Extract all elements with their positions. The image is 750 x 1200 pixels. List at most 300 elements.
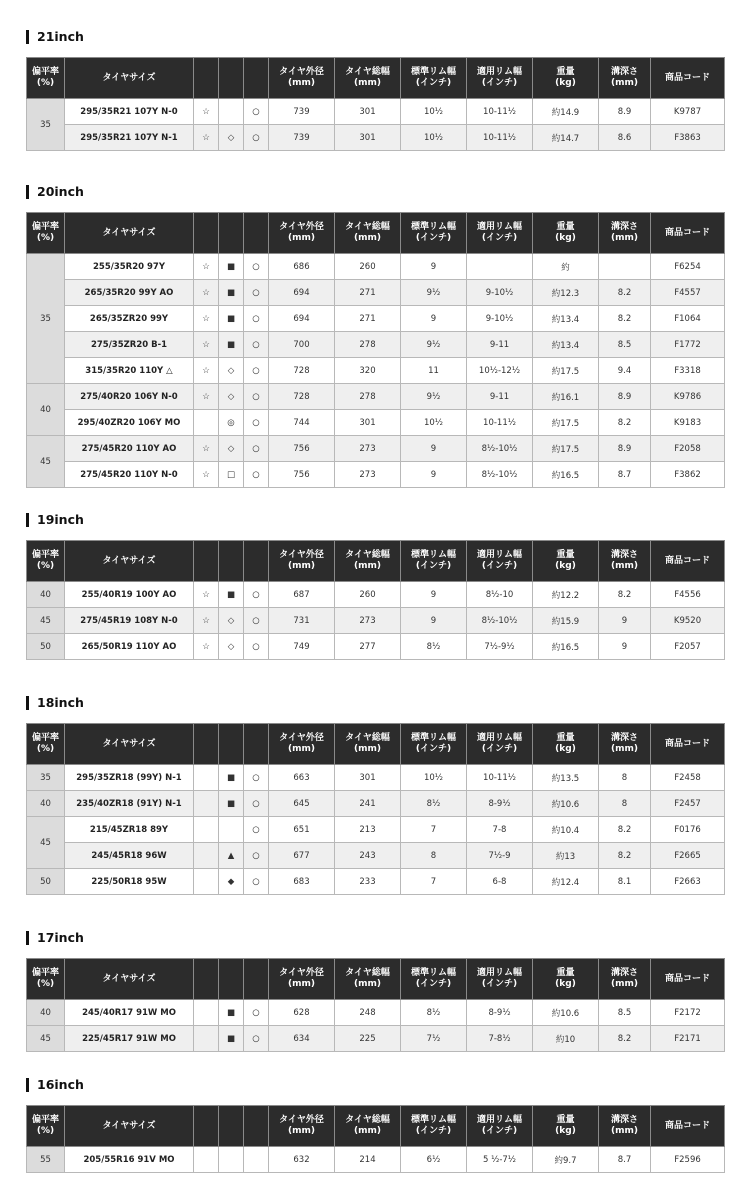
- cell-std-rim: 9: [401, 254, 467, 280]
- cell-mark-3: ○: [244, 332, 269, 358]
- cell-weight: 約13.4: [533, 306, 599, 332]
- header-outer-diameter: タイヤ外径 (mm): [269, 1106, 335, 1147]
- table-row: [27, 410, 725, 436]
- header-mark-2: [219, 213, 244, 254]
- cell-groove-depth: 8: [599, 791, 651, 817]
- cell-outer-diameter: 744: [269, 410, 335, 436]
- cell-mark-1: [194, 1000, 219, 1026]
- section-title: 20inch: [26, 185, 84, 199]
- cell-mark-3: ○: [244, 254, 269, 280]
- cell-weight: 約12.3: [533, 280, 599, 306]
- cell-outer-diameter: 632: [269, 1147, 335, 1173]
- cell-std-rim: 8½: [401, 791, 467, 817]
- header-product-code: 商品コード: [651, 1106, 725, 1147]
- cell-outer-diameter: 683: [269, 869, 335, 895]
- cell-outer-diameter: 739: [269, 125, 335, 151]
- cell-applicable-rim: 8½-10½: [467, 462, 533, 488]
- cell-groove-depth: 8.6: [599, 125, 651, 151]
- cell-total-width: 260: [335, 582, 401, 608]
- table-row: [27, 280, 725, 306]
- cell-std-rim: 7: [401, 869, 467, 895]
- cell-applicable-rim: 5 ½-7½: [467, 1147, 533, 1173]
- cell-weight: 約10.4: [533, 817, 599, 843]
- cell-std-rim: 8½: [401, 1000, 467, 1026]
- cell-mark-2: ◇: [219, 384, 244, 410]
- cell-weight: 約17.5: [533, 358, 599, 384]
- header-outer-diameter: タイヤ外径 (mm): [269, 959, 335, 1000]
- header-mark-3: [244, 213, 269, 254]
- cell-aspect-ratio: 40: [27, 384, 65, 436]
- header-mark-1: [194, 959, 219, 1000]
- cell-total-width: 278: [335, 384, 401, 410]
- table-row: [27, 462, 725, 488]
- header-std-rim: 標準リム幅 (インチ): [401, 58, 467, 99]
- cell-std-rim: 10½: [401, 410, 467, 436]
- cell-total-width: 241: [335, 791, 401, 817]
- cell-tire-size: 295/35R21 107Y N-0: [65, 99, 194, 125]
- header-mark-2: [219, 959, 244, 1000]
- cell-mark-2: ■: [219, 1000, 244, 1026]
- cell-weight: 約17.5: [533, 436, 599, 462]
- cell-tire-size: 235/40ZR18 (91Y) N-1: [65, 791, 194, 817]
- cell-applicable-rim: 10-11½: [467, 125, 533, 151]
- table-row: [27, 1026, 725, 1052]
- cell-applicable-rim: 7½-9½: [467, 634, 533, 660]
- cell-mark-3: ○: [244, 462, 269, 488]
- header-total-width: タイヤ総幅 (mm): [335, 541, 401, 582]
- table-row: [27, 99, 725, 125]
- cell-mark-3: ○: [244, 869, 269, 895]
- cell-tire-size: 275/40R20 106Y N-0: [65, 384, 194, 410]
- cell-mark-2: ◆: [219, 869, 244, 895]
- table-row: [27, 306, 725, 332]
- cell-applicable-rim: 7½-9: [467, 843, 533, 869]
- cell-outer-diameter: 700: [269, 332, 335, 358]
- cell-total-width: 320: [335, 358, 401, 384]
- cell-weight: 約14.7: [533, 125, 599, 151]
- table-header-row: [27, 213, 725, 254]
- header-weight: 重量 (kg): [533, 541, 599, 582]
- cell-product-code: F0176: [651, 817, 725, 843]
- table-row: [27, 436, 725, 462]
- cell-groove-depth: 8.5: [599, 1000, 651, 1026]
- cell-total-width: 277: [335, 634, 401, 660]
- table-row: [27, 254, 725, 280]
- cell-mark-1: ☆: [194, 99, 219, 125]
- cell-tire-size: 255/40R19 100Y AO: [65, 582, 194, 608]
- header-tire-size: タイヤサイズ: [65, 1106, 194, 1147]
- cell-mark-1: [194, 817, 219, 843]
- cell-groove-depth: 8.2: [599, 410, 651, 436]
- table-row: [27, 791, 725, 817]
- cell-total-width: 301: [335, 410, 401, 436]
- cell-groove-depth: [599, 254, 651, 280]
- table-row: [27, 125, 725, 151]
- header-product-code: 商品コード: [651, 959, 725, 1000]
- cell-product-code: F3863: [651, 125, 725, 151]
- cell-std-rim: 9½: [401, 384, 467, 410]
- cell-aspect-ratio: 45: [27, 817, 65, 869]
- cell-mark-2: □: [219, 462, 244, 488]
- cell-std-rim: 9: [401, 462, 467, 488]
- cell-total-width: 248: [335, 1000, 401, 1026]
- cell-tire-size: 245/45R18 96W: [65, 843, 194, 869]
- cell-mark-3: ○: [244, 384, 269, 410]
- spec-table: [26, 57, 725, 151]
- cell-applicable-rim: 8½-10: [467, 582, 533, 608]
- cell-total-width: 301: [335, 765, 401, 791]
- header-mark-2: [219, 724, 244, 765]
- cell-std-rim: 9½: [401, 332, 467, 358]
- cell-mark-1: ☆: [194, 254, 219, 280]
- cell-product-code: K9787: [651, 99, 725, 125]
- cell-tire-size: 275/45R20 110Y AO: [65, 436, 194, 462]
- cell-tire-size: 315/35R20 110Y △: [65, 358, 194, 384]
- cell-outer-diameter: 728: [269, 358, 335, 384]
- cell-product-code: F2663: [651, 869, 725, 895]
- cell-mark-2: ◇: [219, 436, 244, 462]
- header-std-rim: 標準リム幅 (インチ): [401, 213, 467, 254]
- cell-mark-2: [219, 99, 244, 125]
- cell-std-rim: 10½: [401, 125, 467, 151]
- cell-groove-depth: 8.9: [599, 436, 651, 462]
- table-row: [27, 384, 725, 410]
- cell-tire-size: 275/45R20 110Y N-0: [65, 462, 194, 488]
- cell-aspect-ratio: 50: [27, 869, 65, 895]
- table-row: [27, 332, 725, 358]
- cell-outer-diameter: 628: [269, 1000, 335, 1026]
- cell-outer-diameter: 645: [269, 791, 335, 817]
- cell-std-rim: 9½: [401, 280, 467, 306]
- cell-mark-2: ■: [219, 582, 244, 608]
- cell-product-code: K9520: [651, 608, 725, 634]
- cell-total-width: 260: [335, 254, 401, 280]
- cell-std-rim: 9: [401, 306, 467, 332]
- cell-groove-depth: 8.7: [599, 462, 651, 488]
- spec-table: [26, 1105, 725, 1173]
- header-aspect-ratio: 偏平率 (%): [27, 541, 65, 582]
- cell-groove-depth: 8.2: [599, 843, 651, 869]
- cell-outer-diameter: 728: [269, 384, 335, 410]
- cell-tire-size: 275/35ZR20 B-1: [65, 332, 194, 358]
- table-header-row: [27, 58, 725, 99]
- cell-mark-3: ○: [244, 436, 269, 462]
- cell-std-rim: 9: [401, 582, 467, 608]
- cell-mark-1: [194, 869, 219, 895]
- cell-groove-depth: 8.2: [599, 1026, 651, 1052]
- cell-total-width: 301: [335, 125, 401, 151]
- cell-mark-1: [194, 843, 219, 869]
- cell-tire-size: 295/35ZR18 (99Y) N-1: [65, 765, 194, 791]
- cell-mark-2: [219, 1147, 244, 1173]
- cell-tire-size: 225/50R18 95W: [65, 869, 194, 895]
- header-tire-size: タイヤサイズ: [65, 213, 194, 254]
- header-product-code: 商品コード: [651, 541, 725, 582]
- cell-product-code: F3862: [651, 462, 725, 488]
- cell-total-width: 213: [335, 817, 401, 843]
- cell-product-code: F1772: [651, 332, 725, 358]
- cell-aspect-ratio: 40: [27, 791, 65, 817]
- cell-tire-size: 215/45ZR18 89Y: [65, 817, 194, 843]
- header-total-width: タイヤ総幅 (mm): [335, 1106, 401, 1147]
- cell-mark-3: ○: [244, 280, 269, 306]
- header-groove-depth: 溝深さ (mm): [599, 1106, 651, 1147]
- header-product-code: 商品コード: [651, 724, 725, 765]
- section-title: 17inch: [26, 931, 84, 945]
- cell-aspect-ratio: 40: [27, 1000, 65, 1026]
- header-weight: 重量 (kg): [533, 724, 599, 765]
- cell-weight: 約13.5: [533, 765, 599, 791]
- section-title: 19inch: [26, 513, 84, 527]
- spec-table: [26, 723, 725, 895]
- cell-mark-1: ☆: [194, 332, 219, 358]
- header-groove-depth: 溝深さ (mm): [599, 58, 651, 99]
- header-groove-depth: 溝深さ (mm): [599, 541, 651, 582]
- table-header-row: [27, 1106, 725, 1147]
- cell-mark-3: ○: [244, 608, 269, 634]
- cell-mark-2: [219, 817, 244, 843]
- cell-mark-1: [194, 410, 219, 436]
- cell-mark-2: ■: [219, 306, 244, 332]
- cell-outer-diameter: 694: [269, 306, 335, 332]
- cell-tire-size: 265/50R19 110Y AO: [65, 634, 194, 660]
- cell-mark-3: ○: [244, 410, 269, 436]
- cell-weight: 約16.5: [533, 634, 599, 660]
- cell-weight: 約10.6: [533, 1000, 599, 1026]
- table-row: [27, 843, 725, 869]
- cell-applicable-rim: 8½-10½: [467, 608, 533, 634]
- header-tire-size: タイヤサイズ: [65, 959, 194, 1000]
- cell-tire-size: 295/40ZR20 106Y MO: [65, 410, 194, 436]
- cell-applicable-rim: 6-8: [467, 869, 533, 895]
- cell-groove-depth: 8.7: [599, 1147, 651, 1173]
- cell-weight: 約10: [533, 1026, 599, 1052]
- spec-table: [26, 212, 725, 488]
- table-header-row: [27, 541, 725, 582]
- cell-mark-2: ◇: [219, 608, 244, 634]
- cell-tire-size: 295/35R21 107Y N-1: [65, 125, 194, 151]
- cell-weight: 約16.5: [533, 462, 599, 488]
- header-total-width: タイヤ総幅 (mm): [335, 213, 401, 254]
- cell-tire-size: 245/40R17 91W MO: [65, 1000, 194, 1026]
- header-std-rim: 標準リム幅 (インチ): [401, 959, 467, 1000]
- cell-outer-diameter: 756: [269, 436, 335, 462]
- cell-groove-depth: 8.2: [599, 817, 651, 843]
- cell-groove-depth: 8.5: [599, 332, 651, 358]
- cell-std-rim: 7½: [401, 1026, 467, 1052]
- cell-total-width: 273: [335, 608, 401, 634]
- cell-aspect-ratio: 35: [27, 765, 65, 791]
- cell-std-rim: 8½: [401, 634, 467, 660]
- cell-mark-2: ■: [219, 765, 244, 791]
- cell-weight: 約13.4: [533, 332, 599, 358]
- cell-mark-2: ■: [219, 1026, 244, 1052]
- section-title: 18inch: [26, 696, 84, 710]
- section-title: 21inch: [26, 30, 84, 44]
- cell-std-rim: 9: [401, 436, 467, 462]
- cell-mark-3: ○: [244, 582, 269, 608]
- header-aspect-ratio: 偏平率 (%): [27, 1106, 65, 1147]
- cell-weight: 約10.6: [533, 791, 599, 817]
- cell-mark-2: ■: [219, 254, 244, 280]
- table-row: [27, 869, 725, 895]
- cell-outer-diameter: 677: [269, 843, 335, 869]
- cell-mark-1: [194, 1147, 219, 1173]
- spec-table: [26, 958, 725, 1052]
- header-outer-diameter: タイヤ外径 (mm): [269, 724, 335, 765]
- cell-mark-3: ○: [244, 1000, 269, 1026]
- table-row: [27, 817, 725, 843]
- cell-weight: 約17.5: [533, 410, 599, 436]
- cell-groove-depth: 8.1: [599, 869, 651, 895]
- cell-mark-2: ◇: [219, 634, 244, 660]
- cell-tire-size: 255/35R20 97Y: [65, 254, 194, 280]
- cell-mark-2: ◇: [219, 358, 244, 384]
- cell-mark-3: ○: [244, 306, 269, 332]
- header-weight: 重量 (kg): [533, 213, 599, 254]
- cell-product-code: F4556: [651, 582, 725, 608]
- cell-mark-3: ○: [244, 358, 269, 384]
- header-outer-diameter: タイヤ外径 (mm): [269, 213, 335, 254]
- header-applicable-rim: 適用リム幅 (インチ): [467, 541, 533, 582]
- cell-mark-2: ■: [219, 332, 244, 358]
- table-row: [27, 1147, 725, 1173]
- cell-groove-depth: 8.2: [599, 306, 651, 332]
- cell-outer-diameter: 694: [269, 280, 335, 306]
- cell-weight: 約: [533, 254, 599, 280]
- cell-product-code: F2457: [651, 791, 725, 817]
- header-mark-1: [194, 213, 219, 254]
- cell-aspect-ratio: 45: [27, 1026, 65, 1052]
- header-std-rim: 標準リム幅 (インチ): [401, 541, 467, 582]
- cell-applicable-rim: 7-8: [467, 817, 533, 843]
- cell-aspect-ratio: 35: [27, 99, 65, 151]
- header-total-width: タイヤ総幅 (mm): [335, 959, 401, 1000]
- cell-outer-diameter: 749: [269, 634, 335, 660]
- cell-total-width: 271: [335, 306, 401, 332]
- cell-mark-1: ☆: [194, 436, 219, 462]
- table-row: [27, 608, 725, 634]
- header-std-rim: 標準リム幅 (インチ): [401, 724, 467, 765]
- cell-mark-1: ☆: [194, 608, 219, 634]
- header-aspect-ratio: 偏平率 (%): [27, 213, 65, 254]
- cell-total-width: 271: [335, 280, 401, 306]
- cell-std-rim: 10½: [401, 99, 467, 125]
- cell-tire-size: 275/45R19 108Y N-0: [65, 608, 194, 634]
- cell-aspect-ratio: 50: [27, 634, 65, 660]
- cell-mark-1: ☆: [194, 582, 219, 608]
- header-mark-3: [244, 724, 269, 765]
- cell-aspect-ratio: 45: [27, 436, 65, 488]
- cell-product-code: F2057: [651, 634, 725, 660]
- cell-mark-3: ○: [244, 843, 269, 869]
- header-outer-diameter: タイヤ外径 (mm): [269, 541, 335, 582]
- cell-std-rim: 9: [401, 608, 467, 634]
- cell-total-width: 273: [335, 462, 401, 488]
- cell-product-code: F2458: [651, 765, 725, 791]
- cell-weight: 約16.1: [533, 384, 599, 410]
- cell-mark-1: ☆: [194, 634, 219, 660]
- header-mark-2: [219, 541, 244, 582]
- cell-outer-diameter: 756: [269, 462, 335, 488]
- cell-mark-2: ■: [219, 791, 244, 817]
- header-weight: 重量 (kg): [533, 959, 599, 1000]
- cell-mark-2: ■: [219, 280, 244, 306]
- cell-product-code: F2171: [651, 1026, 725, 1052]
- header-mark-2: [219, 1106, 244, 1147]
- header-product-code: 商品コード: [651, 213, 725, 254]
- header-mark-3: [244, 1106, 269, 1147]
- cell-groove-depth: 8.9: [599, 384, 651, 410]
- cell-groove-depth: 8.2: [599, 582, 651, 608]
- cell-outer-diameter: 686: [269, 254, 335, 280]
- header-mark-3: [244, 541, 269, 582]
- cell-mark-1: [194, 791, 219, 817]
- cell-applicable-rim: 9-11: [467, 384, 533, 410]
- header-applicable-rim: 適用リム幅 (インチ): [467, 1106, 533, 1147]
- cell-total-width: 225: [335, 1026, 401, 1052]
- cell-aspect-ratio: 55: [27, 1147, 65, 1173]
- cell-mark-1: ☆: [194, 358, 219, 384]
- cell-applicable-rim: 10-11½: [467, 99, 533, 125]
- header-applicable-rim: 適用リム幅 (インチ): [467, 58, 533, 99]
- cell-mark-3: ○: [244, 634, 269, 660]
- header-outer-diameter: タイヤ外径 (mm): [269, 58, 335, 99]
- cell-product-code: K9786: [651, 384, 725, 410]
- cell-tire-size: 265/35ZR20 99Y: [65, 306, 194, 332]
- cell-total-width: 214: [335, 1147, 401, 1173]
- header-aspect-ratio: 偏平率 (%): [27, 58, 65, 99]
- cell-product-code: F4557: [651, 280, 725, 306]
- cell-std-rim: 11: [401, 358, 467, 384]
- table-header-row: [27, 724, 725, 765]
- cell-groove-depth: 9: [599, 608, 651, 634]
- cell-product-code: K9183: [651, 410, 725, 436]
- header-aspect-ratio: 偏平率 (%): [27, 724, 65, 765]
- cell-std-rim: 7: [401, 817, 467, 843]
- header-applicable-rim: 適用リム幅 (インチ): [467, 959, 533, 1000]
- cell-std-rim: 10½: [401, 765, 467, 791]
- cell-tire-size: 205/55R16 91V MO: [65, 1147, 194, 1173]
- cell-tire-size: 265/35R20 99Y AO: [65, 280, 194, 306]
- header-tire-size: タイヤサイズ: [65, 724, 194, 765]
- cell-mark-1: ☆: [194, 280, 219, 306]
- cell-applicable-rim: 9-10½: [467, 306, 533, 332]
- cell-mark-1: ☆: [194, 125, 219, 151]
- cell-mark-3: ○: [244, 1026, 269, 1052]
- cell-applicable-rim: 10-11½: [467, 410, 533, 436]
- cell-product-code: F2058: [651, 436, 725, 462]
- cell-groove-depth: 8: [599, 765, 651, 791]
- header-total-width: タイヤ総幅 (mm): [335, 724, 401, 765]
- header-product-code: 商品コード: [651, 58, 725, 99]
- cell-groove-depth: 9.4: [599, 358, 651, 384]
- cell-mark-3: ○: [244, 817, 269, 843]
- cell-weight: 約12.2: [533, 582, 599, 608]
- header-aspect-ratio: 偏平率 (%): [27, 959, 65, 1000]
- cell-weight: 約12.4: [533, 869, 599, 895]
- header-std-rim: 標準リム幅 (インチ): [401, 1106, 467, 1147]
- cell-mark-1: [194, 765, 219, 791]
- header-groove-depth: 溝深さ (mm): [599, 213, 651, 254]
- cell-aspect-ratio: 40: [27, 582, 65, 608]
- cell-product-code: F3318: [651, 358, 725, 384]
- cell-mark-1: ☆: [194, 462, 219, 488]
- cell-groove-depth: 9: [599, 634, 651, 660]
- cell-groove-depth: 8.9: [599, 99, 651, 125]
- cell-product-code: F2665: [651, 843, 725, 869]
- cell-applicable-rim: 7-8½: [467, 1026, 533, 1052]
